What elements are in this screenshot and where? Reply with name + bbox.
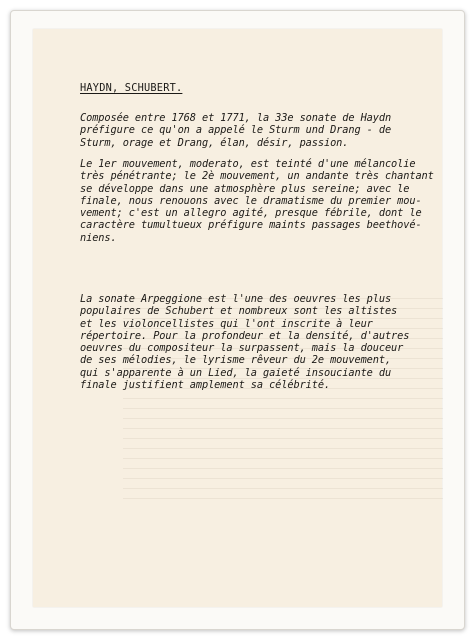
paragraph-haydn-intro [80, 112, 391, 149]
text-line: répertoire. Pour la profondeur et la densité, d'autres [80, 329, 410, 342]
text-line: Le 1er mouvement, moderato, est teinté d'une mélancolie [80, 158, 416, 170]
text-line: finale justifient amplement sa célébrité. [80, 379, 331, 392]
text-line: La sonate Arpeggione est l'une des oeuvres les plus [80, 293, 392, 305]
paragraph-haydn-movements [80, 158, 434, 244]
text-line: préfigure ce qu'on a appelé le Sturm und Drang - de [80, 124, 392, 137]
text-line: Sturm, orage et Drang, élan, désir, passion. [80, 136, 349, 149]
text-line: très pénétrante; le 2è mouvement, un andante très chantant [80, 170, 434, 183]
heading-text: HAYDN, SCHUBERT. [80, 82, 183, 94]
text-line: populaires de Schubert et nombreux sont les altistes [80, 305, 398, 318]
text-line: et les violoncellistes qui l'ont inscrite à leur [80, 317, 373, 330]
text-line: qui s'apparente à un Lied, la gaieté insouciante du [80, 366, 392, 379]
text-line: de ses mélodies, le lyrisme rêveur du 2e mouvement, [80, 354, 392, 367]
text-line: se développe dans une atmosphère plus sereine; avec le [80, 182, 410, 195]
paragraph-schubert-arpeggione [80, 293, 409, 391]
text-line: niens. [80, 231, 117, 244]
document-heading [80, 82, 182, 94]
text-line: vement; c'est un allegro agité, presque fébrile, dont le [80, 207, 422, 220]
text-line: finale, nous renouons avec le dramatisme du premier mou- [80, 194, 422, 207]
text-line: oeuvres du compositeur la surpassent, mais la douceur [80, 342, 404, 355]
text-line: caractère tumultueux préfigure maints passages beethové- [80, 219, 422, 232]
text-line: Composée entre 1768 et 1771, la 33e sonate de Haydn [80, 112, 392, 124]
